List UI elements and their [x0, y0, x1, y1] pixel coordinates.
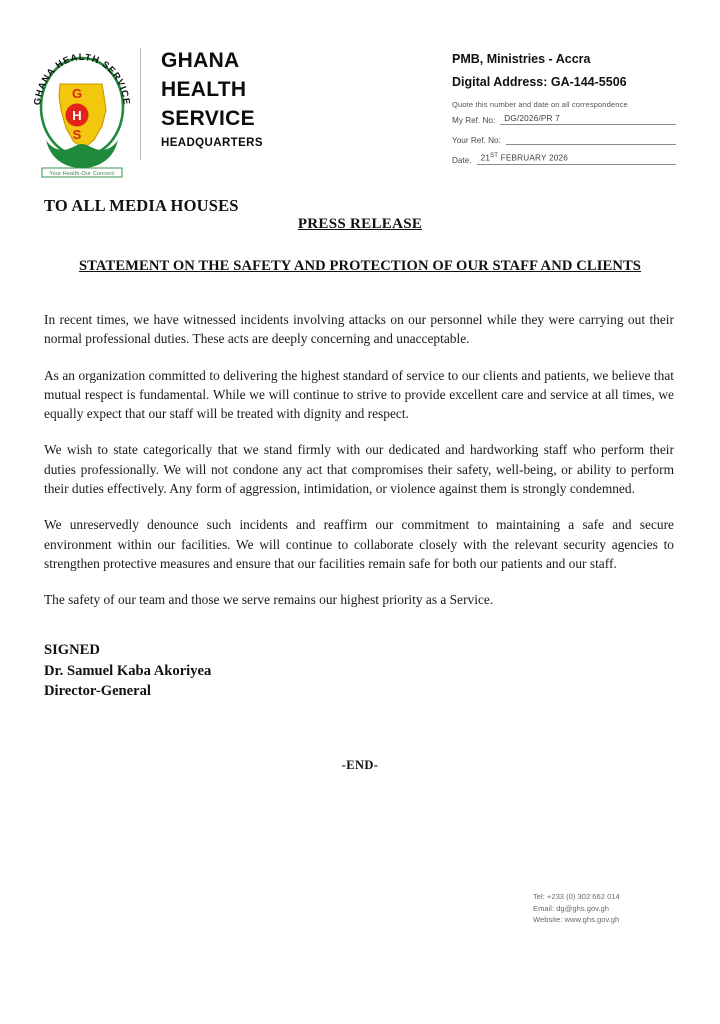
footer-website: Website: www.ghs.gov.gh [533, 915, 620, 925]
signature-block [44, 640, 211, 702]
statement-title-text: STATEMENT ON THE SAFETY AND PROTECTION OF OUR STAFF AND CLIENTS [78, 258, 642, 274]
postal-address: PMB, Ministries - Accra [452, 52, 591, 66]
quote-note: Quote this number and date on all correspondence [452, 100, 628, 109]
header-divider [140, 48, 141, 160]
letterhead-header [0, 0, 720, 185]
body-paragraph: The safety of our team and those we serve remains our highest priority as a Service. [44, 592, 494, 608]
wordmark [161, 46, 263, 149]
date-day: 21 [480, 154, 491, 163]
signatory-title: Director-General [44, 683, 151, 699]
date-row [452, 153, 676, 165]
svg-text:G: G [71, 86, 83, 101]
footer-tel: Tel: +233 (0) 302 662 014 [533, 892, 620, 901]
date-ordinal: ST [490, 153, 499, 160]
body-paragraph: We wish to state categorically that we stand firmly with our dedicated and hardworking staff who perform their duties professionally. We will not condone any act that compromises their safety, well-being, or ability to perform their duties effectively. Any form of aggression, intimidation, or violence against them is strongly condemned. [44, 442, 674, 497]
end-mark: -END- [341, 758, 379, 772]
my-ref-row [452, 113, 676, 125]
recipient-line: TO ALL MEDIA HOUSES [44, 196, 239, 215]
logo-block [30, 44, 280, 179]
digital-address: Digital Address: GA-144-5506 [452, 75, 627, 89]
svg-text:Your Health-Our Concern: Your Health-Our Concern [49, 171, 115, 177]
footer-email: Email: dg@ghs.gov.gh [533, 903, 609, 913]
ghana-health-service-emblem-icon [30, 44, 134, 178]
your-ref-row [452, 133, 676, 145]
press-release-title [0, 216, 720, 233]
body-paragraph: We unreservedly denounce such incidents and reaffirm our commitment to maintaining a safe and secure environment within our facilities. We will continue to collaborate closely with the relevant security agencies to strengthen protective measures and ensure that our facilities remain safe for both our patients and our staff. [44, 517, 674, 571]
svg-text:H: H [72, 108, 82, 123]
my-ref-value[interactable]: DG/2026/PR 7 [500, 114, 676, 125]
statement-title [60, 256, 660, 277]
wordmark-subtitle: HEADQUARTERS [161, 137, 263, 149]
your-ref-value[interactable] [506, 143, 676, 145]
footer-contact [533, 891, 620, 926]
wordmark-line-1: GHANA [161, 49, 240, 72]
signatory-name: Dr. Samuel Kaba Akoriyea [44, 662, 212, 679]
body-text [44, 310, 674, 610]
date-value[interactable] [477, 153, 676, 165]
body-paragraph: As an organization committed to delivering the highest standard of service to our clients and patients, we believe that mutual respect is fundamental. While we will continue to strive to provide excellent care and service at all times, we equally expect that our staff will be treated with dignity and respect. [44, 367, 674, 422]
body-paragraph: In recent times, we have witnessed incidents involving attacks on our personnel while they were carrying out their normal professional duties. These acts are deeply concerning and unacceptable. [44, 312, 674, 347]
address-block [452, 48, 676, 173]
svg-text:GHANA HEALTH SERVICE: GHANA HEALTH SERVICE [31, 50, 133, 106]
date-label: Date. [452, 156, 472, 165]
date-rest: FEBRUARY 2026 [498, 154, 569, 163]
wordmark-line-2: HEALTH [161, 78, 247, 101]
press-release-title-text: PRESS RELEASE [297, 216, 423, 232]
wordmark-line-3: SERVICE [161, 107, 255, 130]
my-ref-label: My Ref. No: [452, 116, 496, 125]
signed-label: SIGNED [44, 642, 100, 658]
svg-text:S: S [72, 127, 82, 142]
your-ref-label: Your Ref. No: [452, 136, 501, 145]
